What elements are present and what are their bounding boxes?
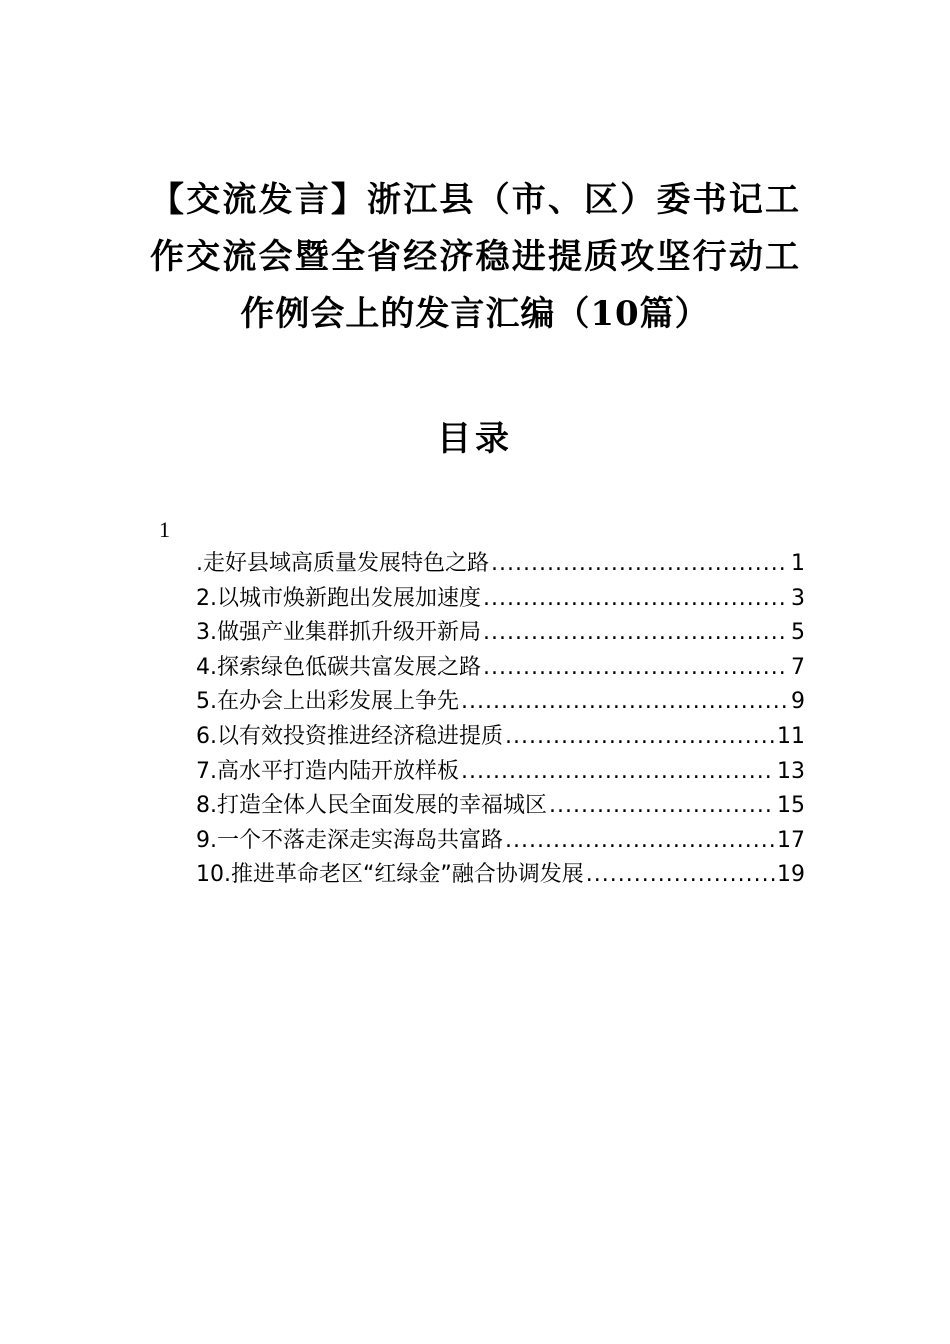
- toc-leader-dots: [461, 685, 789, 720]
- toc-entry-page: 11: [777, 723, 805, 749]
- toc-entry-8[interactable]: [196, 789, 805, 824]
- table-of-contents: [196, 547, 805, 893]
- toc-entry-title: 4.探索绿色低碳共富发展之路: [196, 654, 481, 680]
- toc-entry-10[interactable]: [196, 858, 805, 893]
- toc-entry-title: 7.高水平打造内陆开放样板: [196, 758, 459, 784]
- toc-entry-page: 19: [777, 862, 805, 888]
- title-line-1: 【交流发言】浙江县（市、区）委书记工: [150, 180, 800, 220]
- toc-entry-title: 2.以城市焕新跑出发展加速度: [196, 585, 481, 611]
- toc-entry-page: 9: [791, 689, 805, 715]
- toc-entry-title: .走好县域高质量发展特色之路: [196, 551, 489, 576]
- toc-leader-dots: [505, 824, 775, 859]
- toc-entry-page: 13: [777, 758, 805, 784]
- title-line-2: 作交流会暨全省经济稳进提质攻坚行动工: [150, 237, 800, 277]
- toc-stray-number: 1: [159, 517, 170, 542]
- toc-leader-dots: [483, 616, 789, 651]
- toc-entry-title: 6.以有效投资推进经济稳进提质: [196, 723, 503, 749]
- toc-leader-dots: [483, 582, 789, 617]
- toc-entry-3[interactable]: [196, 616, 805, 651]
- toc-entry-page: 17: [777, 827, 805, 853]
- toc-leader-dots: [483, 651, 789, 686]
- toc-leader-dots: [505, 720, 775, 755]
- toc-entry-4[interactable]: [196, 651, 805, 686]
- toc-entry-title: 5.在办会上出彩发展上争先: [196, 689, 459, 715]
- toc-entry-page: 15: [777, 793, 805, 819]
- toc-entry-5[interactable]: [196, 685, 805, 720]
- toc-leader-dots: [549, 789, 775, 824]
- toc-entry-6[interactable]: [196, 720, 805, 755]
- toc-entry-title: 3.做强产业集群抓升级开新局: [196, 620, 481, 646]
- toc-entry-title: 9.一个不落走深走实海岛共富路: [196, 827, 503, 853]
- toc-entry-page: 3: [791, 585, 805, 611]
- toc-entry-7[interactable]: [196, 755, 805, 790]
- toc-entry-1[interactable]: [196, 547, 805, 582]
- toc-entry-2[interactable]: [196, 582, 805, 617]
- toc-entry-page: 5: [791, 620, 805, 646]
- toc-entry-9[interactable]: [196, 824, 805, 859]
- toc-leader-dots: [461, 755, 775, 790]
- toc-entry-page: 1: [791, 551, 805, 576]
- title-line-3: 作例会上的发言汇编（10篇）: [240, 294, 710, 334]
- toc-entry-page: 7: [791, 654, 805, 680]
- document-title: [150, 172, 800, 343]
- toc-entry-title: 10.推进革命老区“红绿金”融合协调发展: [196, 862, 584, 888]
- toc-entry-title: 8.打造全体人民全面发展的幸福城区: [196, 793, 547, 819]
- toc-heading: 目录: [437, 419, 513, 459]
- toc-leader-dots: [586, 858, 775, 893]
- toc-leader-dots: [491, 547, 789, 582]
